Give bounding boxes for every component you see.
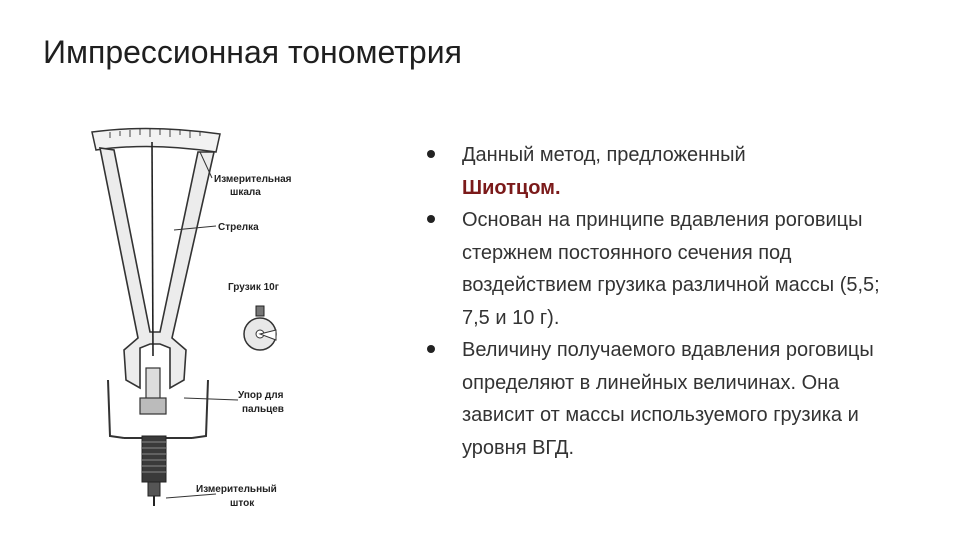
label-weight: Грузик 10г <box>228 282 279 293</box>
label-finger-stop: Упор для пальцев <box>238 390 284 415</box>
measuring-scale <box>92 128 220 152</box>
bullet-text: Основан на принципе вдавления роговицы стержнем постоянного сечения под воздействием грузика различной массы (5,5; 7,5 и 10 г). <box>462 209 880 329</box>
tonometer-frame <box>100 148 214 388</box>
bullet-dot <box>427 345 435 353</box>
bullet-dot <box>427 150 435 158</box>
slide-title: Импрессионная тонометрия <box>43 34 462 70</box>
needle <box>152 142 153 356</box>
label-needle: Стрелка <box>218 222 259 233</box>
weight-10g <box>244 306 276 350</box>
label-measuring-scale: Измерительная шкала <box>214 174 292 198</box>
bullet-dot <box>427 215 435 223</box>
bullet-text: Данный метод, предложенный <box>462 144 746 166</box>
tonometer-illustration <box>80 118 320 518</box>
measuring-rod <box>140 368 166 506</box>
bullet-accent-name: Шиотцом. <box>462 176 561 199</box>
bullet-text: Величину получаемого вдавления роговицы определяют в линейных величинах. Она зависит от массы используемого грузика и уровня ВГД. <box>462 339 874 459</box>
bullet-item <box>424 334 904 464</box>
label-measuring-rod: Измерительный шток <box>196 484 277 509</box>
bullet-list <box>424 139 904 464</box>
bullet-item <box>424 139 904 204</box>
bullet-item <box>424 204 904 334</box>
